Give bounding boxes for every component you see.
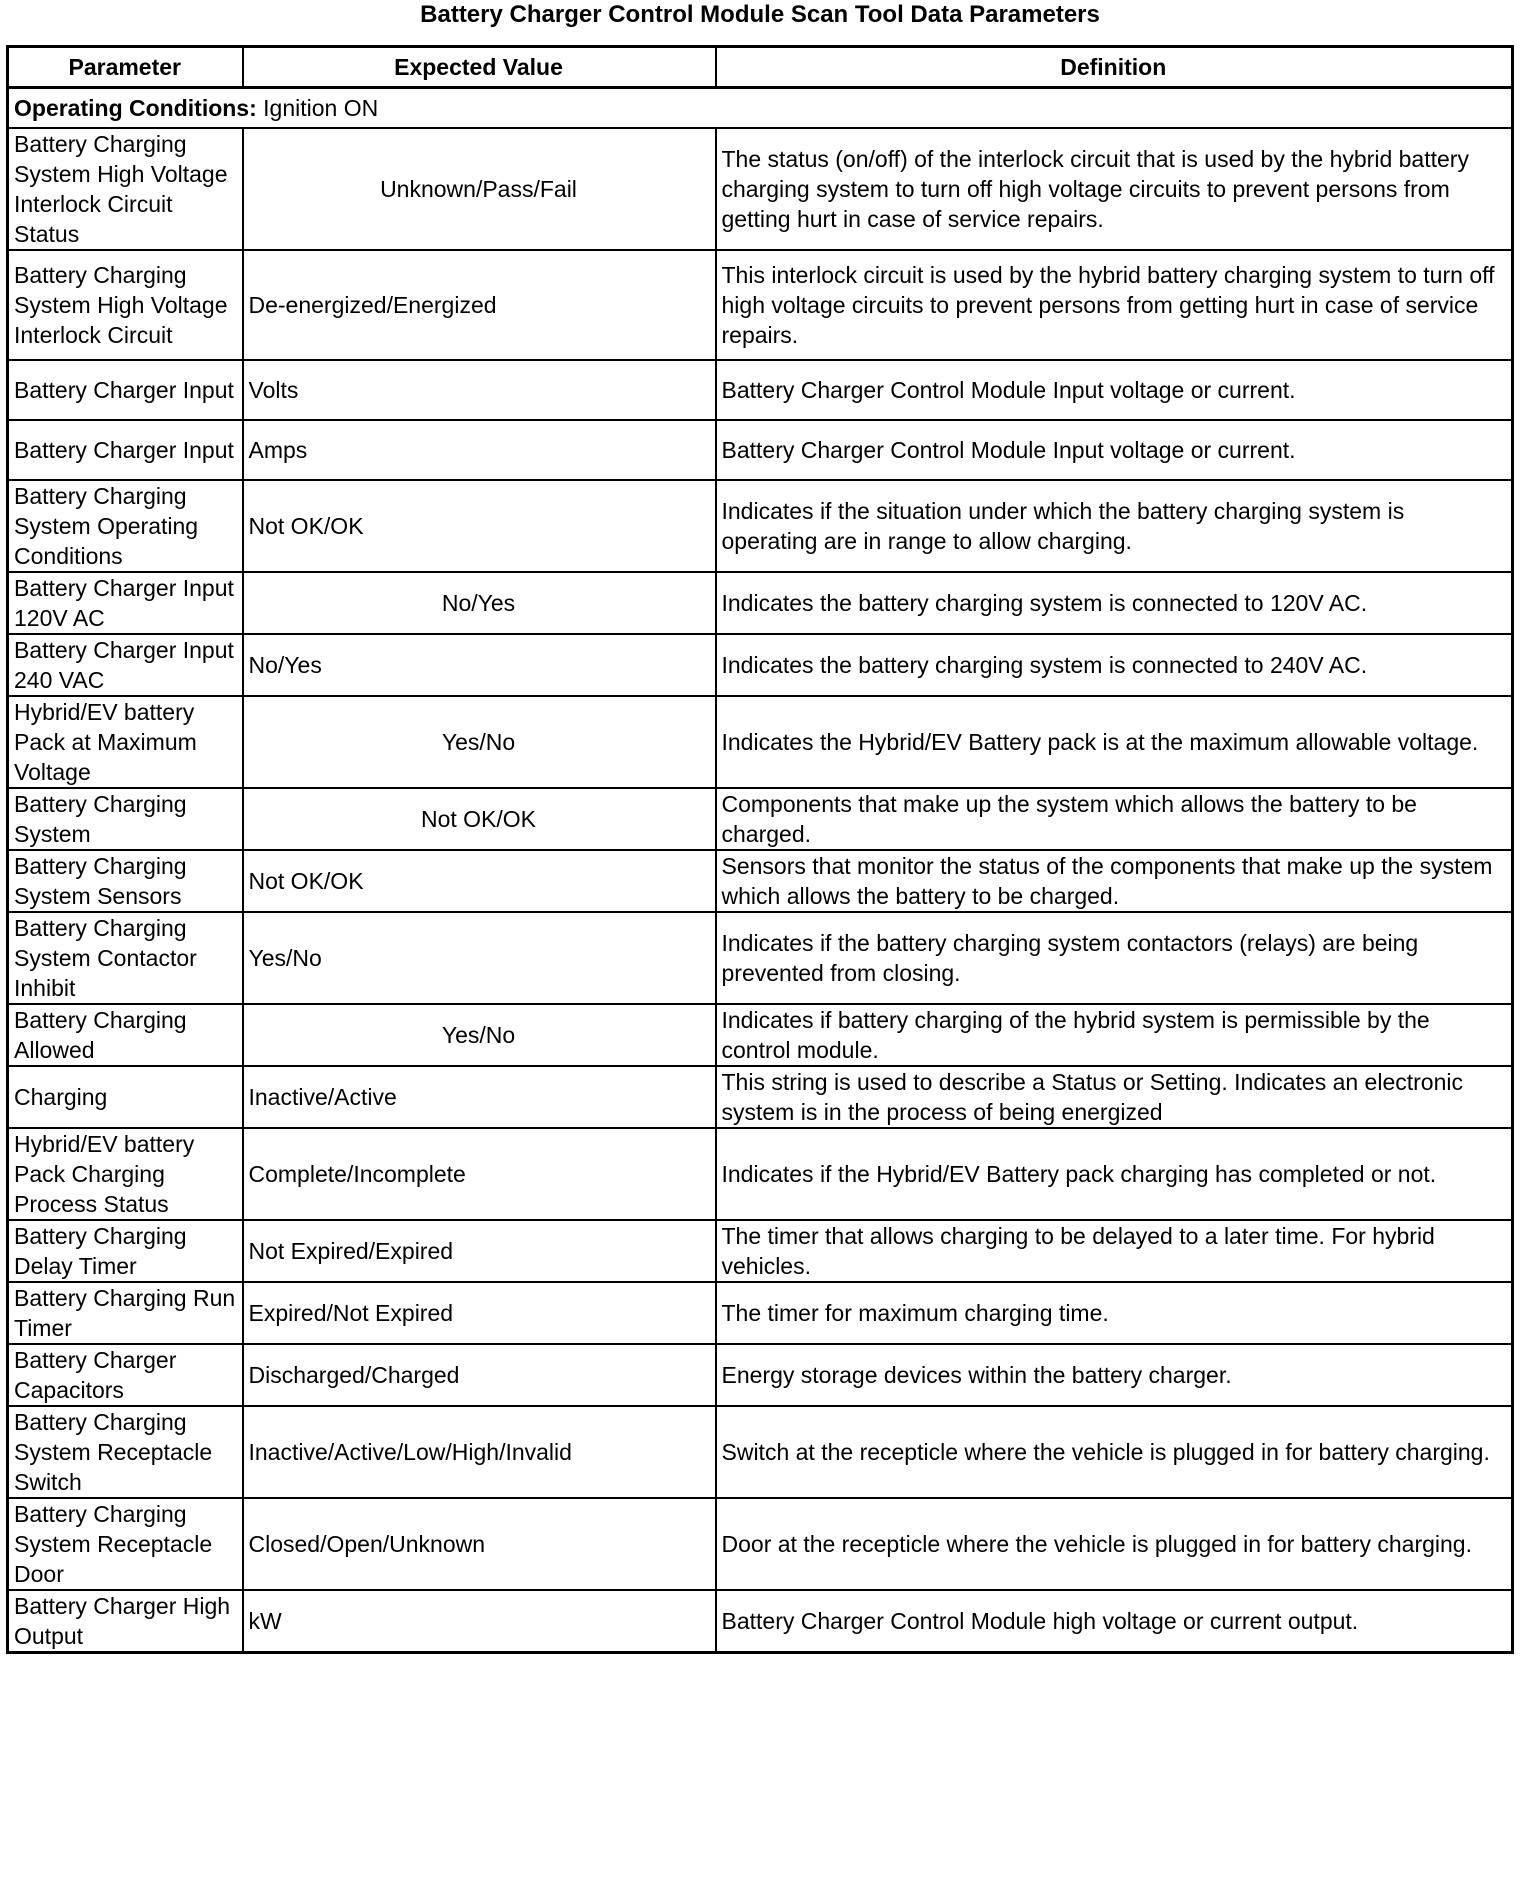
table-row: [8, 1406, 1513, 1498]
parameter-cell: Battery Charging Delay Timer: [8, 1220, 243, 1282]
operating-conditions-cell: [8, 88, 1513, 129]
table-row: [8, 1066, 1513, 1128]
table-row: [8, 360, 1513, 420]
expected-value-cell: No/Yes: [243, 634, 716, 696]
definition-cell: Indicates the battery charging system is connected to 240V AC.: [716, 634, 1513, 696]
document-title: Battery Charger Control Module Scan Tool Data Parameters: [420, 1, 1100, 28]
parameter-cell: Battery Charger Input 120V AC: [8, 572, 243, 634]
table-row: [8, 634, 1513, 696]
parameter-cell: Hybrid/EV battery Pack Charging Process Status: [8, 1128, 243, 1220]
definition-cell: The status (on/off) of the interlock circuit that is used by the hybrid battery charging system to turn off high voltage circuits to prevent persons from getting hurt in case of service repairs.: [716, 128, 1513, 250]
table-row: [8, 1498, 1513, 1590]
expected-value-cell: Closed/Open/Unknown: [243, 1498, 716, 1590]
expected-value-cell: Inactive/Active/Low/High/Invalid: [243, 1406, 716, 1498]
table-row: [8, 696, 1513, 788]
parameter-cell: Battery Charger High Output: [8, 1590, 243, 1653]
definition-cell: Indicates if the situation under which the battery charging system is operating are in range to allow charging.: [716, 480, 1513, 572]
table-row: [8, 912, 1513, 1004]
expected-value-cell: Inactive/Active: [243, 1066, 716, 1128]
definition-cell: Energy storage devices within the battery charger.: [716, 1344, 1513, 1406]
column-header-definition: Definition: [716, 47, 1513, 88]
expected-value-cell: Yes/No: [243, 912, 716, 1004]
table-row: [8, 572, 1513, 634]
parameter-cell: Battery Charging System Sensors: [8, 850, 243, 912]
parameter-cell: Battery Charger Input: [8, 360, 243, 420]
parameter-cell: Battery Charging System High Voltage Interlock Circuit Status: [8, 128, 243, 250]
operating-conditions-row: [8, 88, 1513, 129]
parameter-cell: Battery Charging System Operating Conditions: [8, 480, 243, 572]
expected-value-cell: Unknown/Pass/Fail: [243, 128, 716, 250]
definition-cell: Indicates if the battery charging system contactors (relays) are being prevented from closing.: [716, 912, 1513, 1004]
definition-cell: Battery Charger Control Module Input voltage or current.: [716, 360, 1513, 420]
expected-value-cell: Not OK/OK: [243, 788, 716, 850]
table-row: [8, 788, 1513, 850]
expected-value-cell: Yes/No: [243, 1004, 716, 1066]
table-row: [8, 1004, 1513, 1066]
definition-cell: This interlock circuit is used by the hybrid battery charging system to turn off high voltage circuits to prevent persons from getting hurt in case of service repairs.: [716, 250, 1513, 360]
expected-value-cell: De-energized/Energized: [243, 250, 716, 360]
table-row: [8, 420, 1513, 480]
expected-value-cell: Not OK/OK: [243, 850, 716, 912]
definition-cell: Components that make up the system which allows the battery to be charged.: [716, 788, 1513, 850]
definition-cell: Indicates the Hybrid/EV Battery pack is at the maximum allowable voltage.: [716, 696, 1513, 788]
parameter-cell: Battery Charging System: [8, 788, 243, 850]
table-row: [8, 1344, 1513, 1406]
table-row: [8, 850, 1513, 912]
definition-cell: Battery Charger Control Module high voltage or current output.: [716, 1590, 1513, 1653]
definition-cell: Door at the recepticle where the vehicle is plugged in for battery charging.: [716, 1498, 1513, 1590]
parameter-cell: Battery Charger Capacitors: [8, 1344, 243, 1406]
expected-value-cell: Not OK/OK: [243, 480, 716, 572]
table-row: [8, 1282, 1513, 1344]
parameter-cell: Hybrid/EV battery Pack at Maximum Voltage: [8, 696, 243, 788]
parameters-table: [6, 45, 1514, 1654]
table-row: [8, 1128, 1513, 1220]
expected-value-cell: Not Expired/Expired: [243, 1220, 716, 1282]
expected-value-cell: Discharged/Charged: [243, 1344, 716, 1406]
expected-value-cell: No/Yes: [243, 572, 716, 634]
column-header-parameter: Parameter: [8, 47, 243, 88]
expected-value-cell: Yes/No: [243, 696, 716, 788]
table-header-row: [8, 47, 1513, 88]
parameter-cell: Battery Charging Allowed: [8, 1004, 243, 1066]
parameter-cell: Charging: [8, 1066, 243, 1128]
definition-cell: The timer for maximum charging time.: [716, 1282, 1513, 1344]
expected-value-cell: Volts: [243, 360, 716, 420]
definition-cell: Battery Charger Control Module Input voltage or current.: [716, 420, 1513, 480]
definition-cell: The timer that allows charging to be delayed to a later time. For hybrid vehicles.: [716, 1220, 1513, 1282]
parameter-cell: Battery Charging System Receptacle Door: [8, 1498, 243, 1590]
definition-cell: Indicates the battery charging system is connected to 120V AC.: [716, 572, 1513, 634]
definition-cell: This string is used to describe a Status or Setting. Indicates an electronic system is in the process of being energized: [716, 1066, 1513, 1128]
expected-value-cell: kW: [243, 1590, 716, 1653]
table-row: [8, 1220, 1513, 1282]
column-header-expected-value: Expected Value: [243, 47, 716, 88]
expected-value-cell: Expired/Not Expired: [243, 1282, 716, 1344]
parameter-cell: Battery Charging Run Timer: [8, 1282, 243, 1344]
definition-cell: Switch at the recepticle where the vehicle is plugged in for battery charging.: [716, 1406, 1513, 1498]
parameter-cell: Battery Charging System Contactor Inhibit: [8, 912, 243, 1004]
expected-value-cell: Complete/Incomplete: [243, 1128, 716, 1220]
parameter-cell: Battery Charging System Receptacle Switch: [8, 1406, 243, 1498]
operating-conditions-value: Ignition ON: [256, 95, 379, 121]
expected-value-cell: Amps: [243, 420, 716, 480]
parameter-cell: Battery Charger Input 240 VAC: [8, 634, 243, 696]
table-row: [8, 128, 1513, 250]
definition-cell: Indicates if battery charging of the hybrid system is permissible by the control module.: [716, 1004, 1513, 1066]
parameter-cell: Battery Charger Input: [8, 420, 243, 480]
parameter-cell: Battery Charging System High Voltage Interlock Circuit: [8, 250, 243, 360]
definition-cell: Sensors that monitor the status of the components that make up the system which allows the battery to be charged.: [716, 850, 1513, 912]
table-row: [8, 480, 1513, 572]
table-row: [8, 1590, 1513, 1653]
operating-conditions-label: Operating Conditions:: [14, 95, 257, 121]
definition-cell: Indicates if the Hybrid/EV Battery pack charging has completed or not.: [716, 1128, 1513, 1220]
table-row: [8, 250, 1513, 360]
